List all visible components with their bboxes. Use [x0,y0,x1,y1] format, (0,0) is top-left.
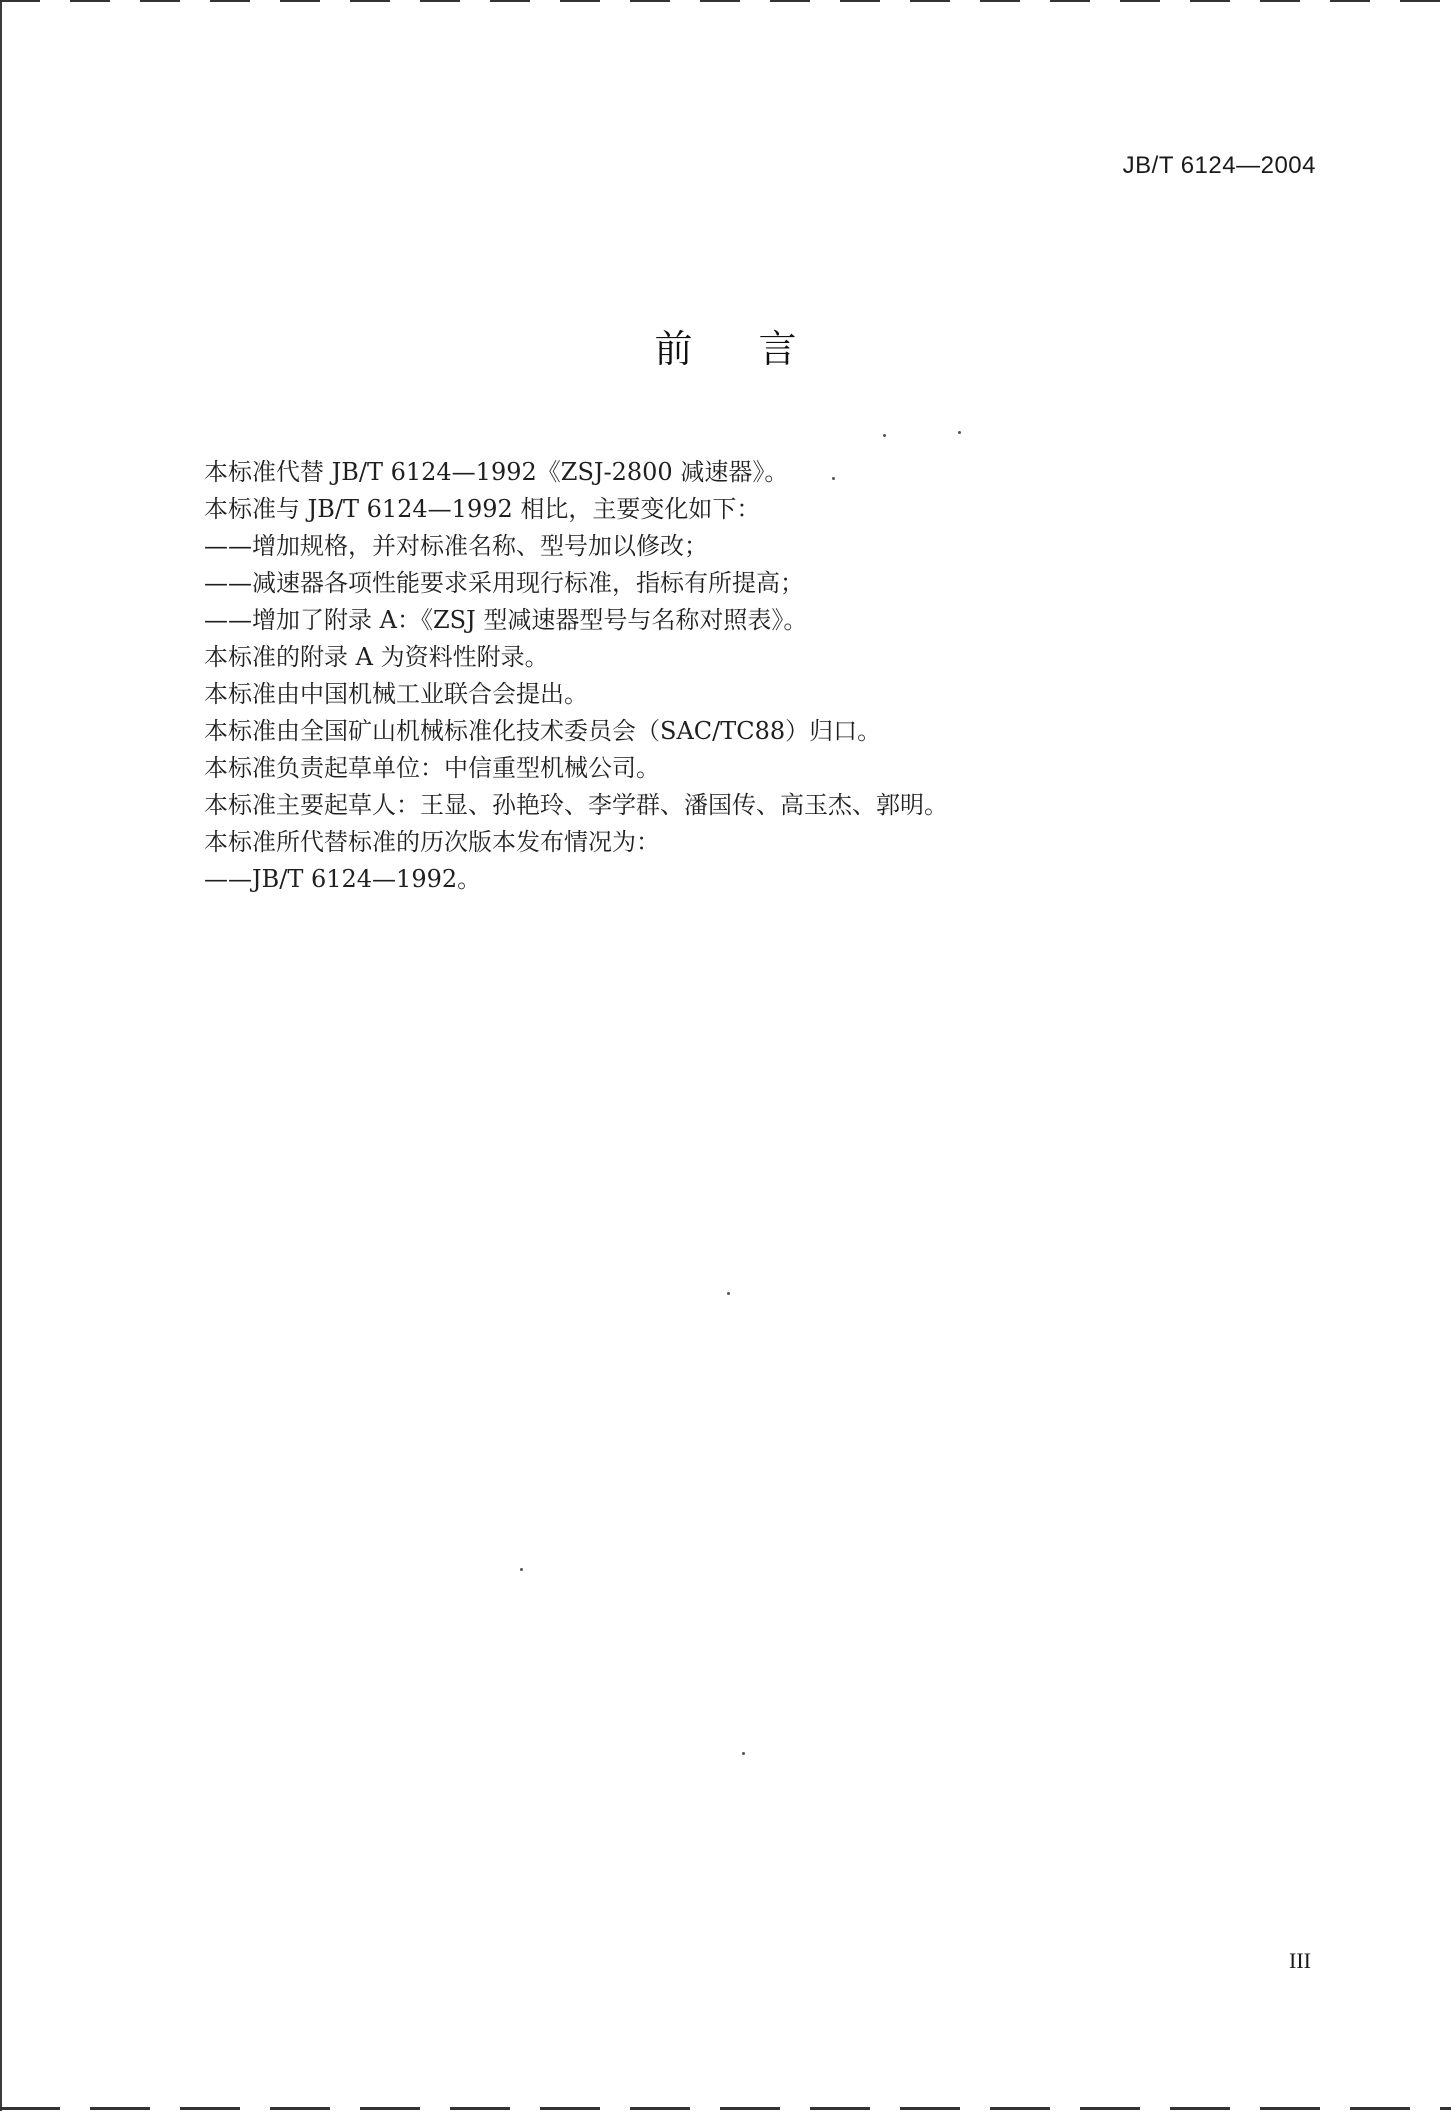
paragraph-drafters: 本标准主要起草人：王显、孙艳玲、李学群、潘国传、高玉杰、郭明。 [204,791,948,819]
paragraph-history-intro: 本标准所代替标准的历次版本发布情况为： [204,828,660,856]
history-item: ——JB/T 6124—1992。 [204,865,482,893]
paragraph-drafting-unit: 本标准负责起草单位：中信重型机械公司。 [204,754,660,782]
foreword-body [204,454,1304,898]
scan-speck [727,1292,730,1295]
page-left-edge [0,0,2,2111]
change-item: ——增加规格，并对标准名称、型号加以修改； [204,532,708,560]
standard-number: JB/T 6124—2004 [1122,152,1316,179]
paragraph-appendix: 本标准的附录 A 为资料性附录。 [204,643,549,671]
paragraph-replaces: 本标准代替 JB/T 6124—1992《ZSJ-2800 减速器》。 [204,458,789,486]
scan-speck [520,1568,523,1571]
scan-speck [958,431,961,434]
change-item: ——减速器各项性能要求采用现行标准，指标有所提高； [204,569,804,597]
paragraph-committee: 本标准由全国矿山机械标准化技术委员会（SAC/TC88）归口。 [204,717,882,745]
page-bottom-edge [0,2107,1451,2110]
change-item: ——增加了附录 A：《ZSJ 型减速器型号与名称对照表》。 [204,606,808,634]
paragraph-proposer: 本标准由中国机械工业联合会提出。 [204,680,588,708]
scan-speck [742,1752,745,1755]
page-number: III [1289,1948,1311,1973]
scan-speck [883,434,886,437]
page-top-edge [0,0,1451,2]
page-title: 前言 [654,327,863,371]
paragraph-changes-intro: 本标准与 JB/T 6124—1992 相比，主要变化如下： [204,495,761,523]
scan-speck [832,477,835,480]
